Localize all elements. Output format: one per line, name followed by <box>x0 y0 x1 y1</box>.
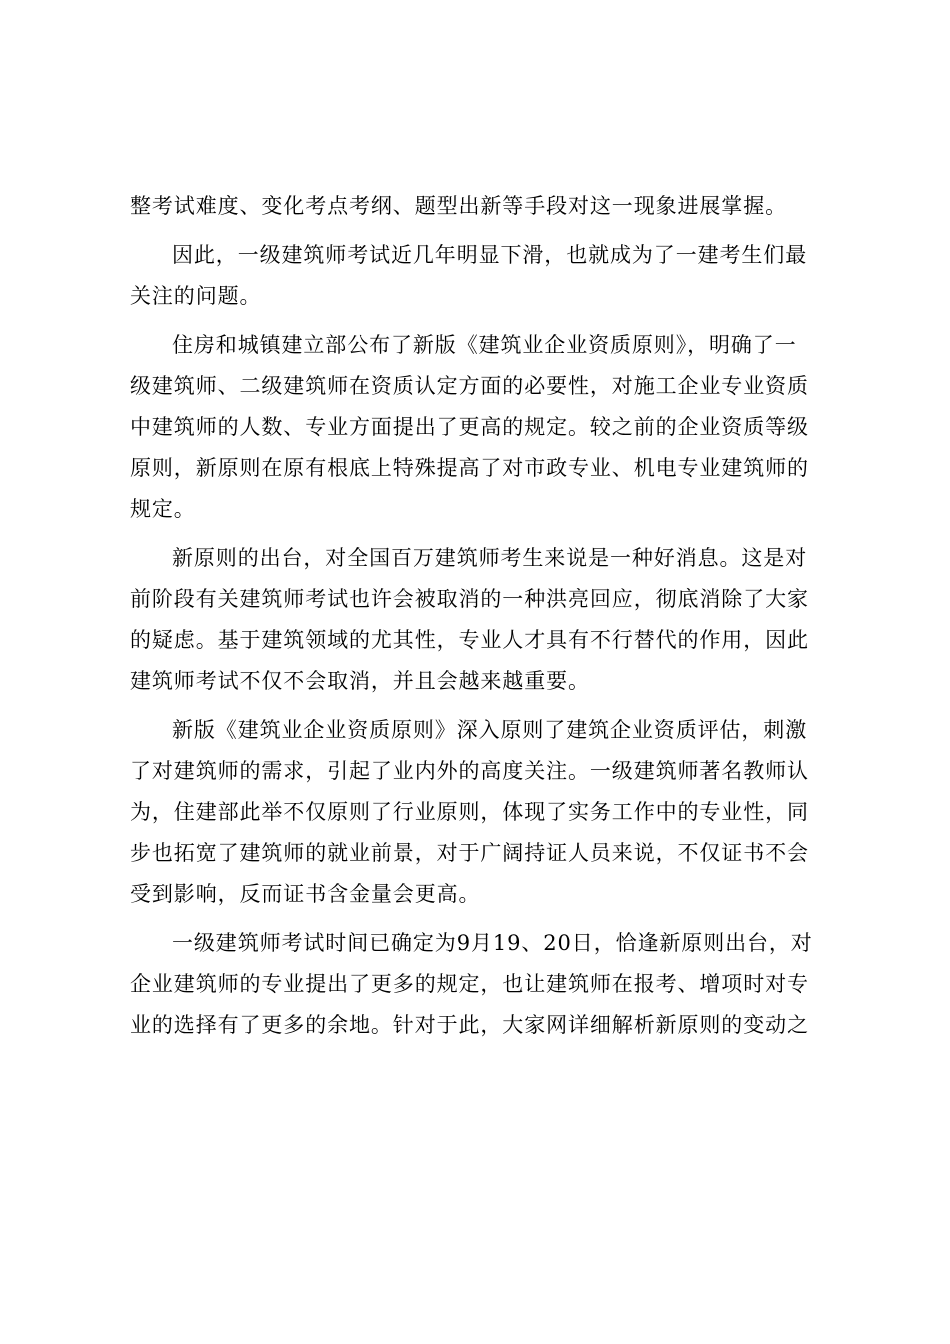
paragraph-line: 中建筑师的人数、专业方面提出了更高的规定。较之前的企业资质等级 <box>130 415 809 439</box>
paragraph-2 <box>130 235 830 317</box>
paragraph-line: 为，住建部此举不仅原则了行业原则，体现了实务工作中的专业性，同 <box>130 800 809 824</box>
paragraph-line: 步也拓宽了建筑师的就业前景，对于广阔持证人员来说，不仅证书不会 <box>130 841 809 865</box>
paragraph-line: 一级建筑师考试时间已确定为9月19、20日，恰逢新原则出台，对 <box>172 931 813 955</box>
paragraph-line: 住房和城镇建立部公布了新版《建筑业企业资质原则》，明确了一 <box>172 333 797 357</box>
paragraph-line: 规定。 <box>130 497 196 521</box>
paragraph-line: 建筑师考试不仅不会取消，并且会越来越重要。 <box>130 669 590 693</box>
paragraph-line: 企业建筑师的专业提出了更多的规定，也让建筑师在报考、增项时对专 <box>130 972 809 996</box>
paragraph-line: 了对建筑师的需求，引起了业内外的高度关注。一级建筑师著名教师认 <box>130 759 809 783</box>
paragraph-5 <box>130 710 830 915</box>
paragraph-line: 业的选择有了更多的余地。针对于此，大家网详细解析新原则的变动之 <box>130 1013 809 1037</box>
paragraph-line: 关注的问题。 <box>130 284 262 308</box>
paragraph-4 <box>130 538 830 702</box>
paragraph-line: 的疑虑。基于建筑领域的尤其性，专业人才具有不行替代的作用，因此 <box>130 628 809 652</box>
paragraph-1 <box>130 186 830 227</box>
paragraph-line: 原则，新原则在原有根底上特殊提高了对市政专业、机电专业建筑师的 <box>130 456 809 480</box>
paragraph-line: 受到影响，反而证书含金量会更高。 <box>130 882 481 906</box>
paragraph-line: 整考试难度、变化考点考纲、题型出新等手段对这一现象进展掌握。 <box>130 194 787 218</box>
document-body <box>130 186 830 1046</box>
paragraph-6 <box>130 923 830 1046</box>
paragraph-line: 级建筑师、二级建筑师在资质认定方面的必要性，对施工企业专业资质 <box>130 374 809 398</box>
paragraph-3 <box>130 325 830 530</box>
paragraph-line: 因此，一级建筑师考试近几年明显下滑，也就成为了一建考生们最 <box>172 243 808 267</box>
paragraph-line: 新版《建筑业企业资质原则》深入原则了建筑企业资质评估，刺激 <box>172 718 808 742</box>
paragraph-line: 新原则的出台，对全国百万建筑师考生来说是一种好消息。这是对 <box>172 546 808 570</box>
paragraph-line: 前阶段有关建筑师考试也许会被取消的一种洪亮回应，彻底消除了大家 <box>130 587 809 611</box>
